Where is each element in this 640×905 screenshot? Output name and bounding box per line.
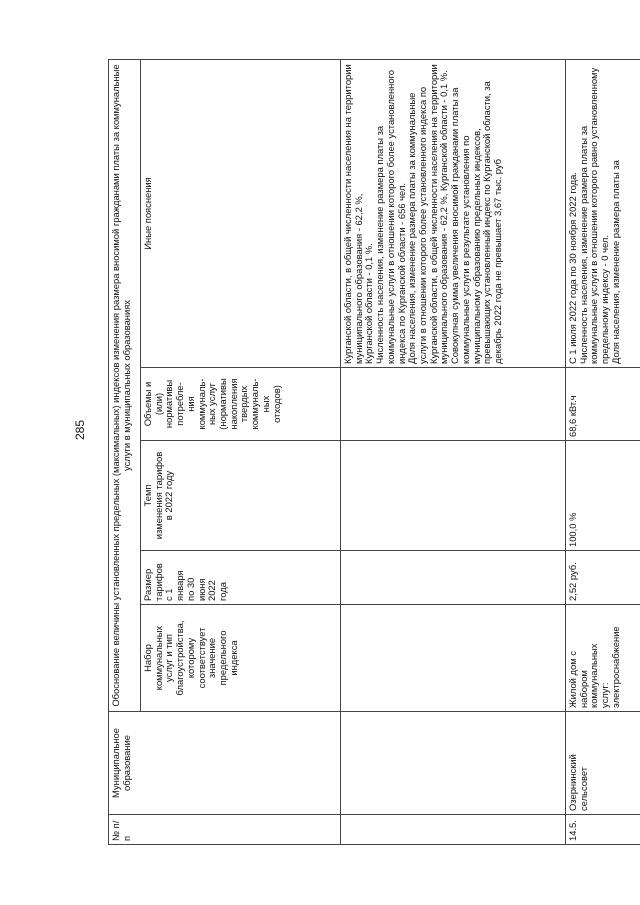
rotated-table-page bbox=[108, 60, 621, 845]
table-row bbox=[341, 59, 566, 844]
header-volumes: Объемы и (или) нормативы потребле- ния коммуналь- ных услуг (нормативы накопления твердых коммуналь- ных отходов) bbox=[141, 368, 341, 441]
cell-notes: С 1 июля 2022 года по 30 ноября 2022 года. Численность населения, изменение размера платы за коммунальные услуги в отношении которого равно установленному предельному индексу - 0 чел. Доля населения, изменение размера платы за bbox=[566, 59, 640, 367]
cell-volume bbox=[341, 368, 566, 441]
cell-volume: 68,6 кВт.ч bbox=[566, 368, 640, 441]
cell-rate bbox=[341, 441, 566, 551]
cell-services-set: Жилой дом с набором коммунальных услуг: электроснабжение bbox=[566, 605, 640, 712]
header-num: № п/п bbox=[109, 815, 341, 845]
header-services-set: Набор коммунальных услуг и тип благоустройства, которому соответствует значение предельного индекса bbox=[141, 605, 341, 712]
cell-num bbox=[341, 815, 566, 845]
tariff-justification-table bbox=[108, 59, 640, 845]
cell-num: 14.5. bbox=[566, 815, 640, 845]
header-group-title: Обоснование величины установленных предельных (максимальных) индексов изменения размера вносимой гражданами платы за коммунальные услуги в муниципальных образованиях bbox=[109, 59, 141, 711]
header-row-top bbox=[109, 59, 141, 844]
cell-municipality bbox=[341, 712, 566, 815]
header-rate: Темп изменения тарифов в 2022 году bbox=[141, 441, 341, 551]
cell-rate: 100,0 % bbox=[566, 441, 640, 551]
header-municipality: Муниципальное образование bbox=[109, 712, 341, 815]
cell-municipality: Озернинский сельсовет bbox=[566, 712, 640, 815]
page-number: 285 bbox=[73, 419, 87, 440]
cell-tariff: 2,52 руб. bbox=[566, 551, 640, 605]
cell-notes: Курганской области, в общей численности населения на территории муниципального образования - 62,2 %, Курганской области - 0,1 %. Численность населения, изменение размера платы за коммунальные услуги в отношении которого более установленного индекса по Курганской области - 656 чел. Доля населения, изменение размера платы за коммунальные услуги в отношении которого более установленного индекса по Курганской области, в общей численности населения на территории муниципального образования - 62,2 %, Курганской области - 0,1 %. Совокупная сумма увеличения вносимой гражданами платы за коммунальные услуги в результате установления по муниципальному образованию предельных индексов, превышающих установленный индекс по Курганской области, за декабрь 2022 года не превышает 3,67 тыс. руб bbox=[341, 59, 566, 367]
header-notes: Иные пояснения bbox=[141, 59, 341, 367]
header-tariff: Размер тарифов с 1 января по 30 июня 2022 года bbox=[141, 551, 341, 605]
cell-tariff bbox=[341, 551, 566, 605]
table-row bbox=[566, 59, 640, 844]
cell-services-set bbox=[341, 605, 566, 712]
